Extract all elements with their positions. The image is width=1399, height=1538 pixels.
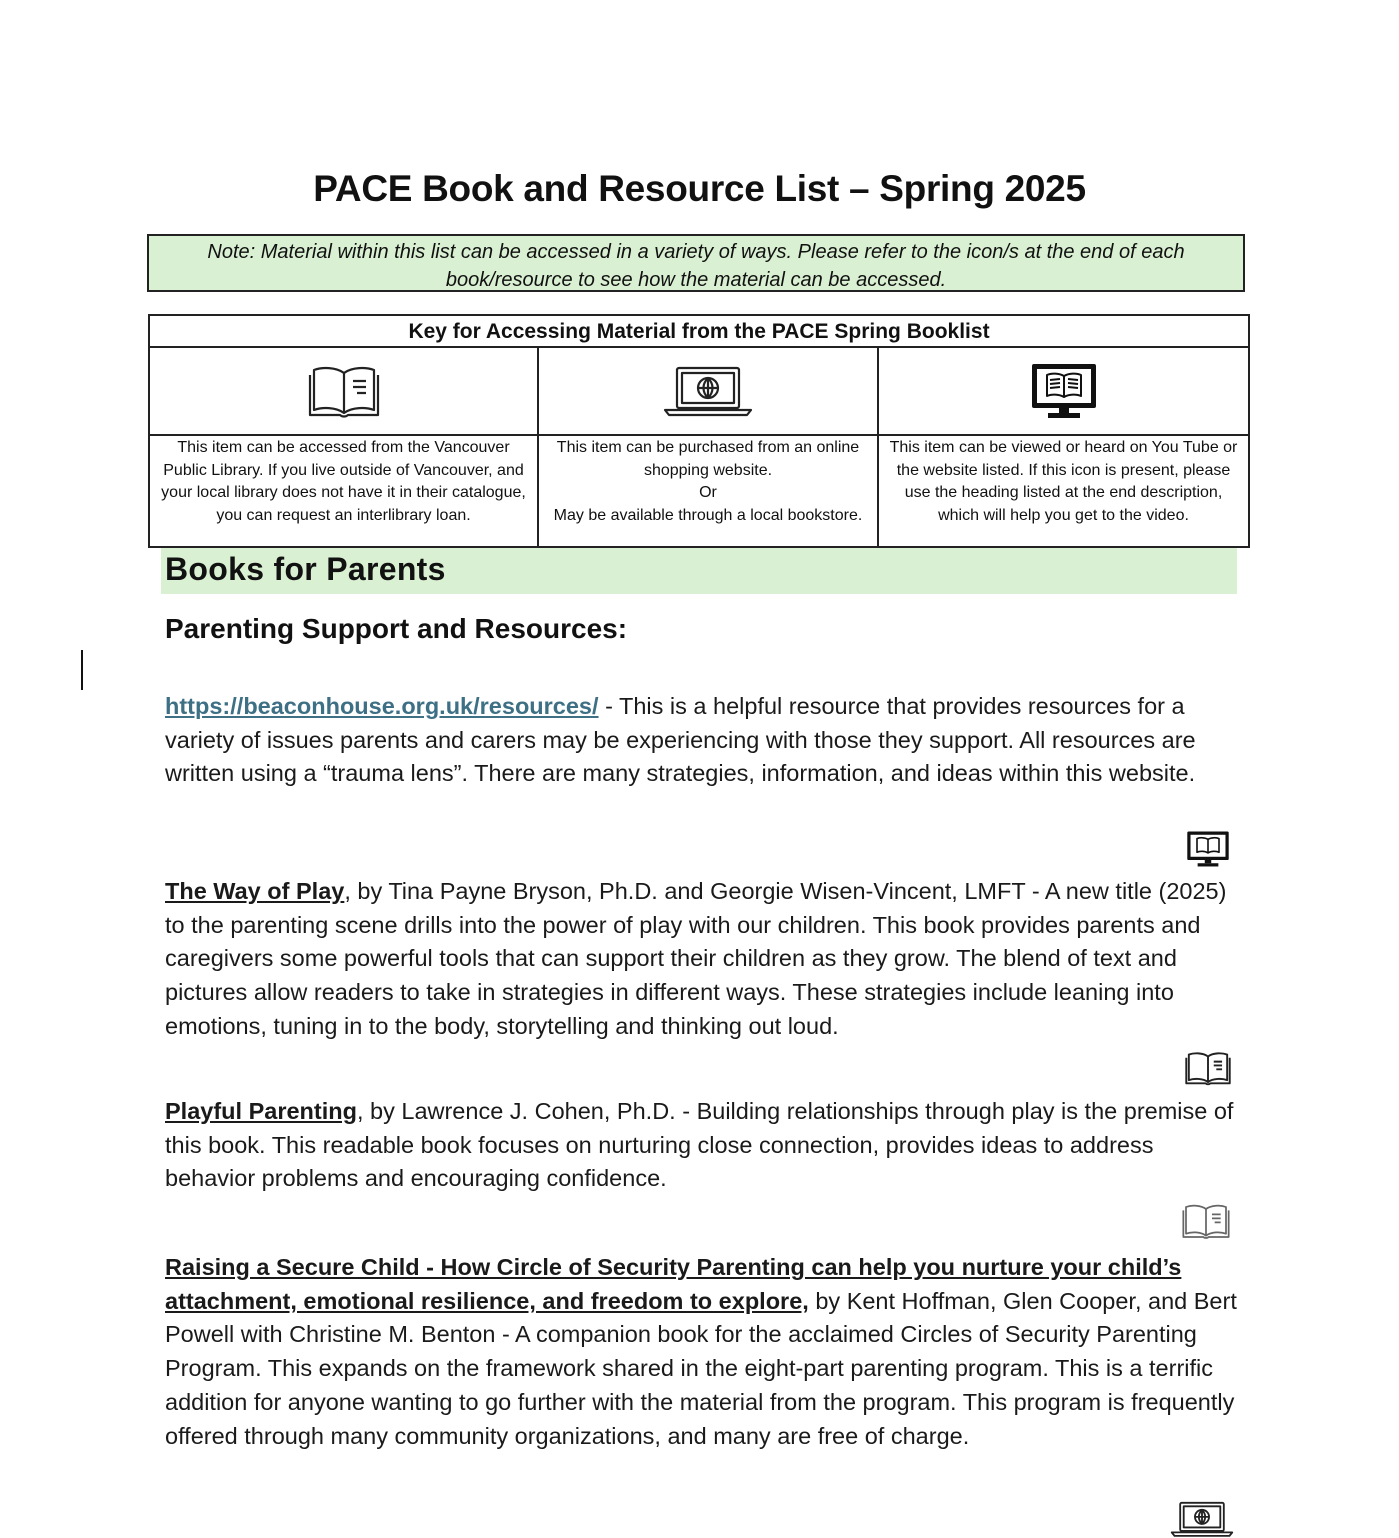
book-title: Raising a Secure Child - How Circle of Security Parenting can help you nurture your child’s attachment, emotional resilience, and freedom to explore,: [165, 1254, 1182, 1314]
key-heading: Key for Accessing Material from the PACE Spring Booklist: [150, 316, 1248, 348]
monitor-book-icon: [1186, 830, 1230, 868]
book-title: The Way of Play: [165, 878, 345, 904]
book-icon: [1182, 1202, 1230, 1240]
access-key-table: [148, 314, 1250, 548]
entry-description: , by Lawrence J. Cohen, Ph.D. - Building relationships through play is the premise of this book. This readable book focuses on nurturing close connection, provides ideas to address behavior problems and encouraging confidence.: [165, 1098, 1234, 1192]
laptop-globe-icon: [1170, 1500, 1234, 1538]
key-column-video: [879, 348, 1248, 548]
key-video-text: This item can be viewed or heard on You Tube or the website listed. If this icon is present, please use the heading listed at the end description, which will help you get to the video.: [889, 439, 1238, 524]
key-column-purchase: [539, 348, 879, 548]
resource-link[interactable]: https://beaconhouse.org.uk/resources/: [165, 693, 599, 719]
page-title: PACE Book and Resource List – Spring 2025: [313, 168, 1086, 209]
entry-description: - This is a helpful resource that provides resources for a variety of issues parents and carers may be experiencing with those they support. All resources are written using a “trauma lens”. There are many strategies, information, and ideas within this website.: [165, 693, 1196, 787]
key-library-text: This item can be accessed from the Vancouver Public Library. If you live outside of Vancouver, and your local library does not have it in their catalogue, you can request an interlibrary loan.: [161, 439, 526, 524]
text-cursor: [81, 650, 83, 690]
book-title: Playful Parenting: [165, 1098, 357, 1124]
key-purchase-text: This item can be purchased from an online shopping website. Or May be available through a local bookstore.: [553, 439, 863, 524]
book-icon: [308, 363, 380, 419]
monitor-book-icon: [1030, 362, 1098, 420]
laptop-globe-icon: [663, 364, 753, 418]
entry-description: , by Tina Payne Bryson, Ph.D. and Georgie Wisen-Vincent, LMFT - A new title (2025) to the parenting scene drills into the power of play with our children. This book provides parents and caregivers some powerful tools that can support their children as they grow. The blend of text and pictures allow readers to take in strategies in different ways. These strategies include leaning into emotions, tuning in to the body, storytelling and thinking out loud.: [165, 878, 1227, 1039]
entry-description: by Kent Hoffman, Glen Cooper, and Bert Powell with Christine M. Benton - A companion book for the acclaimed Circles of Security Parenting Program. This expands on the framework shared in the eight-part parenting program. This is a terrific addition for anyone wanting to go further with the material from the program. This program is frequently offered through many community organizations, and many are free of charge.: [165, 1287, 1237, 1449]
resource-entry: [165, 690, 1237, 791]
subsection-title: Parenting Support and Resources:: [165, 613, 628, 644]
book-entry: [165, 875, 1237, 1044]
book-entry: [165, 1251, 1237, 1453]
book-icon: [1185, 1050, 1231, 1086]
key-column-library: [150, 348, 539, 548]
access-note: Note: Material within this list can be accessed in a variety of ways. Please refer to the icon/s at the end of each book/resource to see how the material can be accessed.: [147, 234, 1245, 292]
book-entry: [165, 1095, 1237, 1196]
section-title: Books for Parents: [165, 551, 446, 587]
